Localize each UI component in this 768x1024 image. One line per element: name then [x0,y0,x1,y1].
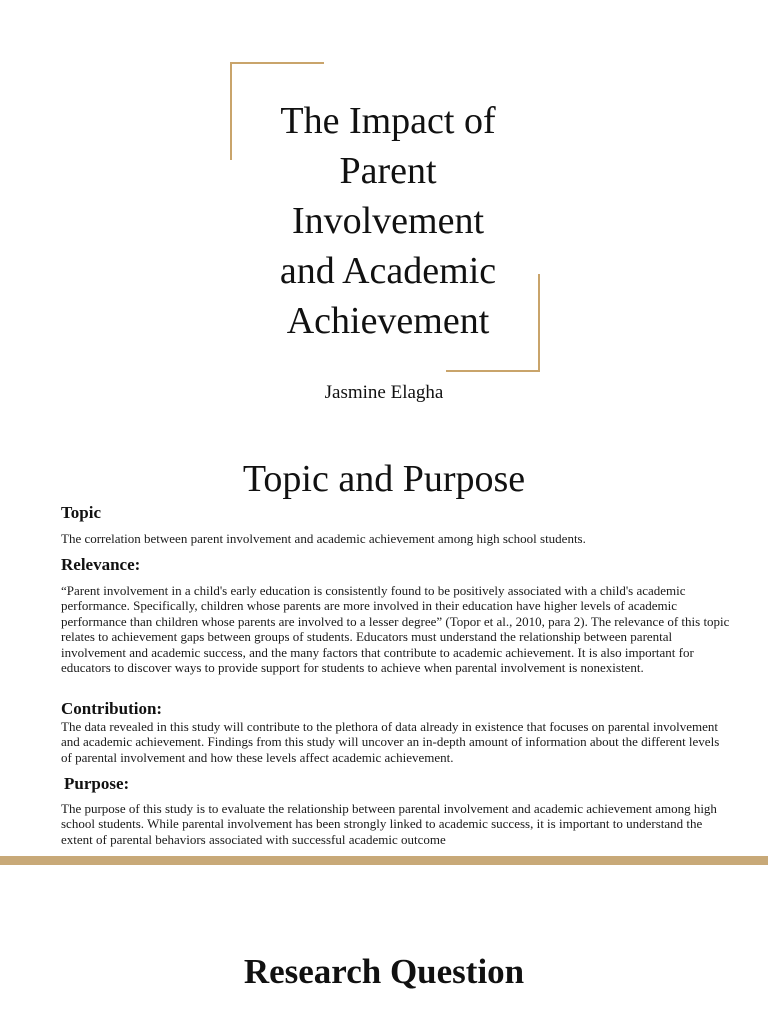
topic-text: The correlation between parent involvement and academic achievement among high school students. [61,531,586,546]
title-line: Parent [339,150,437,192]
purpose-text: The purpose of this study is to evaluate the relationship between parental involvement and academic achievement among high school students. While parental involvement has been strongly linked to academic success, it is important to understand the extent of parental behaviors associated with successful academic outcome [61,801,717,847]
title-line: Achievement [286,300,490,342]
purpose-heading: Purpose: [64,774,130,793]
relevance-heading: Relevance: [61,555,141,574]
contribution-text: The data revealed in this study will contribute to the plethora of data already in existence that focuses on parental involvement and academic achievement. Findings from this study will uncover an in-depth amount of information about the different levels of parental involvement and how these levels affect academic achievement. [61,719,720,765]
title-line: and Academic [279,250,497,292]
contribution-heading: Contribution: [61,699,163,718]
document-title [234,96,542,346]
section-title-topic-and-purpose: Topic and Purpose [242,458,526,500]
title-line: Involvement [291,200,485,242]
topic-heading: Topic [61,503,102,522]
section-divider [0,856,768,865]
author-name: Jasmine Elagha [324,382,444,403]
relevance-text: “Parent involvement in a child's early education is consistently found to be positively associated with a child's academic performance. Specifically, children whose parents are more involved in their education have higher levels of academic performance than children whose parents are involved to a lesser degree” (Topor et al., 2010, para 2). The relevance of this topic relates to achievement gaps between groups of students. Educators must understand the relationship between parental involvement and academic success, and the many factors that contribute to academic achievement. It is also important for educators to discover ways to provide support for students to achieve when parental involvement is nonexistent. [61,583,730,676]
title-line: The Impact of [280,100,496,142]
section-title-research-question: Research Question [243,952,525,991]
